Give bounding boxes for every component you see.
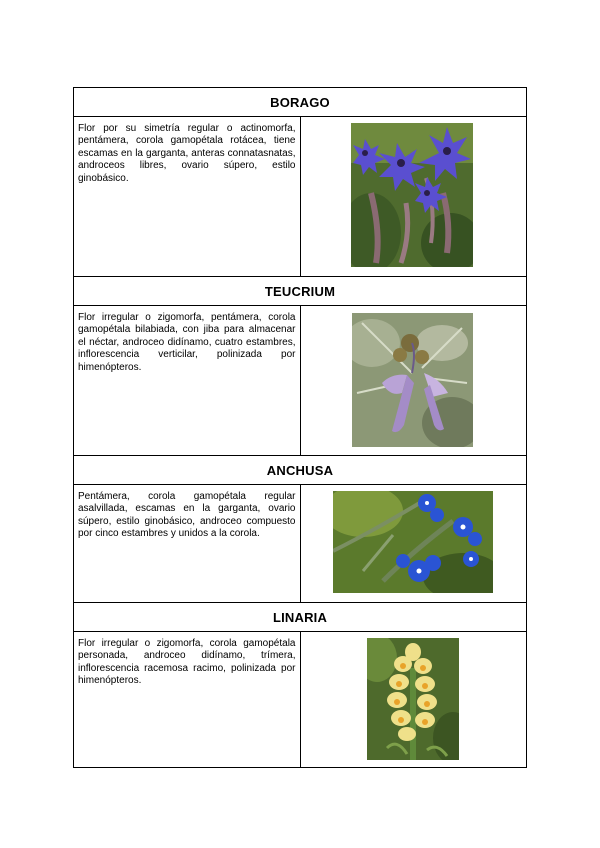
- section-description: Flor irregular o zigomorfa, pentámera, corola gamopétala bilabiada, con jiba para almacenar el néctar, androceo didínamo, cuatro estambres, inflorescencia verticilar, polinizada por himenópteros.: [74, 306, 301, 456]
- section-row-teucrium: [74, 306, 527, 456]
- plant-table-sheet: [73, 87, 527, 768]
- section-title: BORAGO: [74, 88, 527, 117]
- section-header-anchusa: [74, 456, 527, 485]
- photo-cell: [300, 306, 527, 456]
- borage-photo: [351, 123, 473, 267]
- section-header-linaria: [74, 603, 527, 632]
- plant-table: [73, 87, 527, 768]
- section-row-anchusa: [74, 485, 527, 603]
- teucrium-photo: [352, 313, 473, 447]
- section-header-borago: [74, 88, 527, 117]
- section-header-teucrium: [74, 277, 527, 306]
- anchusa-photo: [333, 491, 493, 593]
- section-row-borago: [74, 117, 527, 277]
- photo-cell: [300, 117, 527, 277]
- photo-cell: [300, 632, 527, 768]
- linaria-photo: [367, 638, 459, 760]
- section-title: ANCHUSA: [74, 456, 527, 485]
- section-description: Flor por su simetría regular o actinomorfa, pentámera, corola gamopétala rotácea, tiene escamas en la garganta, anteras connatasnatas, androceos libres, ovario súpero, estilo ginobásico.: [74, 117, 301, 277]
- section-description: Pentámera, corola gamopétala regular asalvillada, escamas en la garganta, ovario súpero, estilo ginobásico, androceo compuesto por cinco estambres y unidos a la corola.: [74, 485, 301, 603]
- section-row-linaria: [74, 632, 527, 768]
- section-title: TEUCRIUM: [74, 277, 527, 306]
- section-title: LINARIA: [74, 603, 527, 632]
- photo-cell: [300, 485, 527, 603]
- section-description: Flor irregular o zigomorfa, corola gamopétala personada, androceo didínamo, trímera, inflorescencia racemosa racimo, polinizada por himenópteros.: [74, 632, 301, 768]
